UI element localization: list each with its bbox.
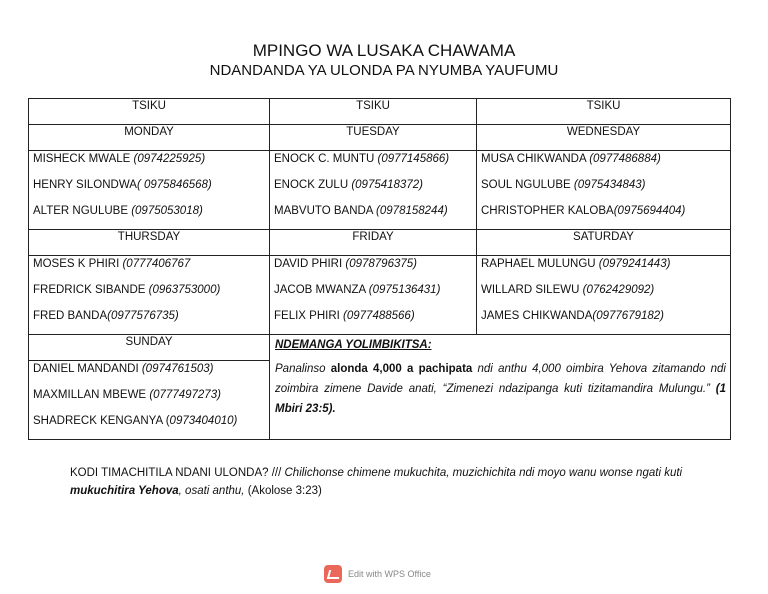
list-item: MAXMILLAN MBEWE (0777497273)	[33, 389, 221, 401]
day-label-friday: FRIDAY	[270, 230, 477, 256]
saturday-people	[477, 256, 731, 335]
wps-watermark[interactable]	[324, 565, 431, 583]
list-item: ENOCK C. MUNTU (0977145866)	[274, 153, 450, 165]
list-item: DAVID PHIRI (0978796375)	[274, 258, 417, 270]
header-cell-2: TSIKU	[270, 99, 477, 125]
list-item: ALTER NGULUBE (0975053018)	[33, 205, 203, 217]
monday-people	[29, 151, 270, 230]
ndemanga-heading: NDEMANGA YOLIMBIKITSA:	[275, 339, 432, 351]
thursday-people	[29, 256, 270, 335]
list-item: FRED BANDA(0977576735)	[33, 310, 179, 322]
document-title: MPINGO WA LUSAKA CHAWAMA	[252, 41, 516, 60]
tuesday-people	[270, 151, 477, 230]
list-item: FREDRICK SIBANDE (0963753000)	[33, 284, 221, 296]
list-item: JAMES CHIKWANDA(0977679182)	[481, 310, 665, 322]
day-label-sunday: SUNDAY	[29, 335, 269, 361]
header-cell-1: TSIKU	[29, 99, 270, 125]
list-item: SHADRECK KENGANYA (0973404010)	[33, 415, 238, 427]
day-label-saturday: SATURDAY	[477, 230, 731, 256]
list-item: SOUL NGULUBE (0975434843)	[481, 179, 646, 191]
day-label-thursday: THURSDAY	[29, 230, 270, 256]
list-item: MISHECK MWALE (0974225925)	[33, 153, 206, 165]
schedule-table	[28, 98, 731, 440]
document-subtitle: NDANDANDA YA ULONDA PA NYUMBA YAUFUMU	[209, 62, 559, 79]
list-item: MUSA CHIKWANDA (0977486884)	[481, 153, 661, 165]
list-item: RAPHAEL MULUNGU (0979241443)	[481, 258, 671, 270]
list-item: WILLARD SILEWU (0762429092)	[481, 284, 655, 296]
list-item: ENOCK ZULU (0975418372)	[274, 179, 423, 191]
footer-text: KODI TIMACHITILA NDANI ULONDA? /// Chilichonse chimene mukuchita, muzichichita ndi moyo wanu wonse ngati kuti mukuchitira Yehova, osati anthu, (Akolose 3:23)	[70, 467, 683, 497]
list-item: JACOB MWANZA (0975136431)	[274, 284, 441, 296]
day-label-monday: MONDAY	[29, 125, 270, 151]
day-label-wednesday: WEDNESDAY	[477, 125, 731, 151]
list-item: HENRY SILONDWA( 0975846568)	[33, 179, 212, 191]
header-cell-3: TSIKU	[477, 99, 731, 125]
wps-watermark-text: Edit with WPS Office	[348, 569, 431, 579]
list-item: FELIX PHIRI (0977488566)	[274, 310, 415, 322]
friday-people	[270, 256, 477, 335]
ndemanga-block	[270, 335, 731, 440]
wps-logo-icon	[324, 565, 342, 583]
ndemanga-paragraph: Panalinso alonda 4,000 a pachipata ndi anthu 4,000 oimbira Yehova zitamando ndi zoimbira zimene Davide anati, “Zimenezi ndazipanga kuti tizitamandira Mulungu.” (1 Mbiri 23:5).	[275, 363, 726, 415]
list-item: CHRISTOPHER KALOBA(0975694404)	[481, 205, 686, 217]
day-label-tuesday: TUESDAY	[270, 125, 477, 151]
list-item: MOSES K PHIRI (0777406767	[33, 258, 191, 270]
wednesday-people	[477, 151, 731, 230]
list-item: DANIEL MANDANDI (0974761503)	[33, 363, 214, 375]
list-item: MABVUTO BANDA (0978158244)	[274, 205, 448, 217]
sunday-block	[29, 335, 270, 440]
